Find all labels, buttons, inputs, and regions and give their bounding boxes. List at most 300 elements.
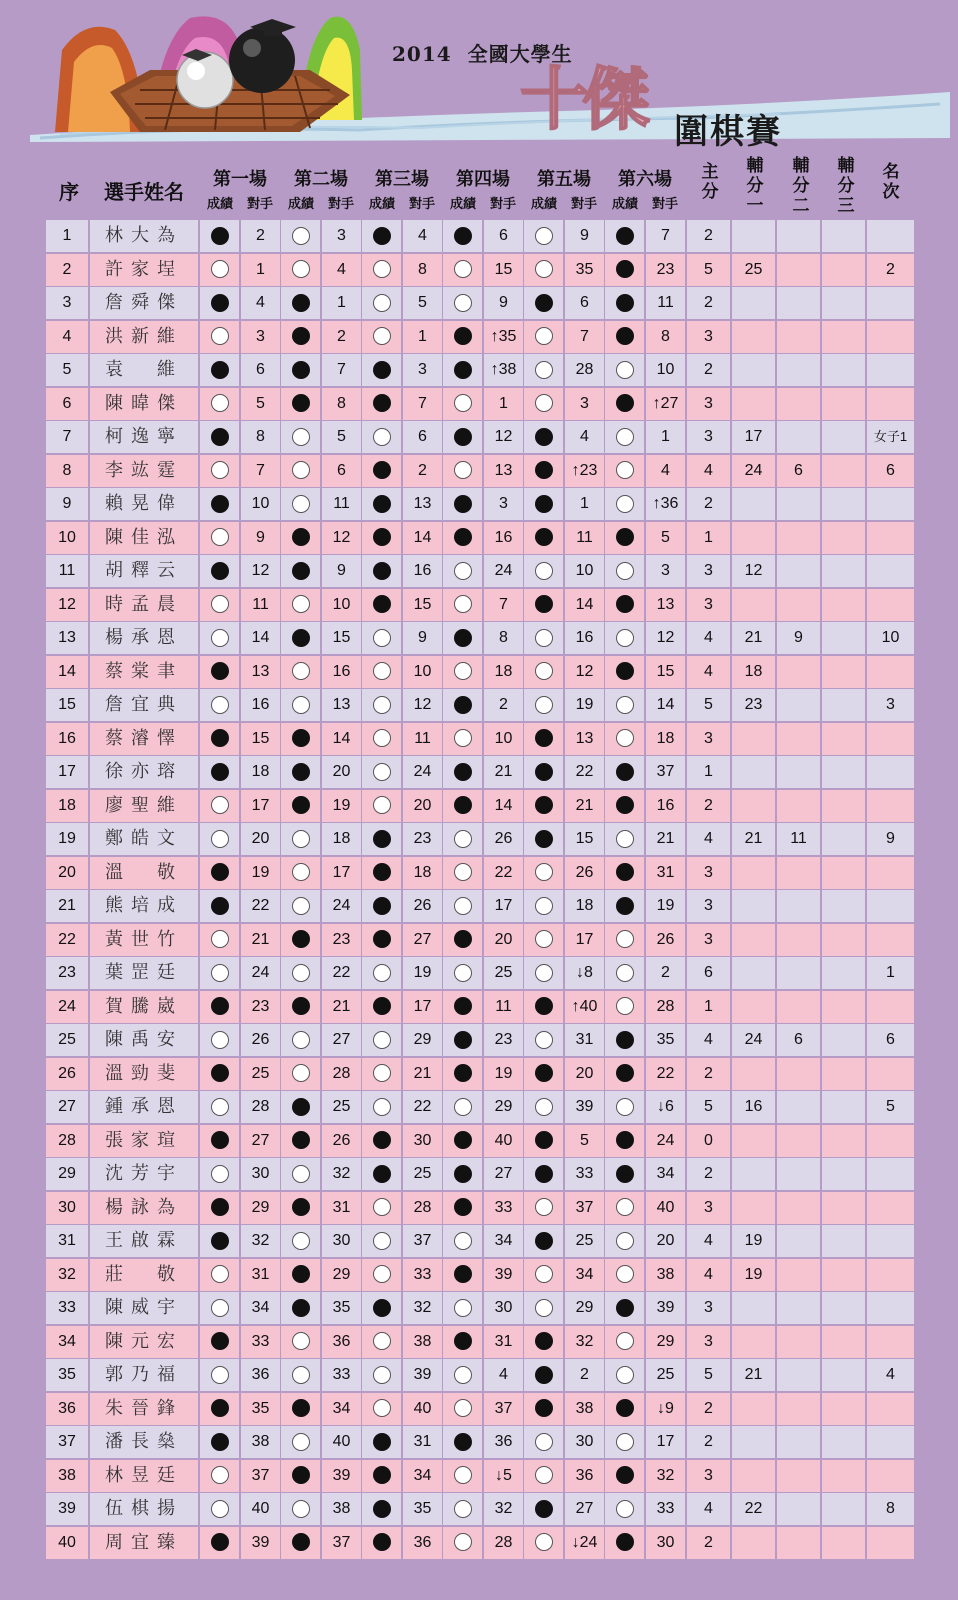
rank-cell: 8: [867, 1493, 914, 1525]
opponent-cell: 1: [322, 287, 361, 319]
opponent-cell: 16: [646, 790, 685, 822]
aux1-cell: 22: [732, 1493, 775, 1525]
opponent-cell: 40: [322, 1426, 361, 1458]
aux2-cell: 11: [777, 823, 820, 855]
black-stone-icon: [535, 528, 553, 546]
main-score-cell: 4: [687, 1259, 730, 1291]
aux3-cell: [822, 555, 865, 587]
opponent-cell: 11: [241, 589, 280, 621]
aux2-cell: [777, 254, 820, 286]
aux3-cell: [822, 220, 865, 252]
header-main: 主分: [701, 162, 719, 202]
opponent-cell: 38: [403, 1326, 442, 1358]
result-cell: [362, 1091, 401, 1123]
result-cell: [524, 220, 563, 252]
result-cell: [605, 1125, 644, 1157]
black-stone-icon: [211, 562, 229, 580]
aux3-cell: [822, 723, 865, 755]
opponent-cell: 12: [322, 522, 361, 554]
aux3-cell: [822, 689, 865, 721]
result-cell: [524, 656, 563, 688]
result-cell: [443, 522, 482, 554]
opponent-cell: 35: [646, 1024, 685, 1056]
black-stone-icon: [535, 495, 553, 513]
aux3-cell: [822, 1058, 865, 1090]
opponent-cell: 13: [322, 689, 361, 721]
table-row: [46, 1393, 914, 1425]
opponent-cell: 40: [484, 1125, 523, 1157]
opponent-cell: 5: [403, 287, 442, 319]
header-opponent: 對手: [570, 197, 597, 212]
opponent-cell: 31: [484, 1326, 523, 1358]
white-stone-icon: [292, 595, 310, 613]
black-stone-icon: [454, 227, 472, 245]
player-name: 潘長燊: [90, 1426, 198, 1458]
opponent-cell: 34: [403, 1460, 442, 1492]
player-name: 陳暐傑: [90, 388, 198, 420]
result-cell: [605, 723, 644, 755]
black-stone-icon: [211, 863, 229, 881]
white-stone-icon: [292, 897, 310, 915]
player-name: 李竑霆: [90, 455, 198, 487]
aux2-cell: [777, 656, 820, 688]
player-name: 葉罡廷: [90, 957, 198, 989]
black-stone-icon: [616, 528, 634, 546]
aux1-cell: [732, 1460, 775, 1492]
opponent-cell: 7: [565, 321, 604, 353]
result-cell: [281, 991, 320, 1023]
opponent-cell: 28: [322, 1058, 361, 1090]
result-cell: [281, 823, 320, 855]
white-stone-icon: [373, 1332, 391, 1350]
opponent-cell: 33: [484, 1192, 523, 1224]
result-cell: [443, 1493, 482, 1525]
black-stone-icon: [292, 1098, 310, 1116]
aux1-cell: [732, 220, 775, 252]
white-stone-icon: [535, 1031, 553, 1049]
aux3-cell: [822, 756, 865, 788]
rank-cell: [867, 790, 914, 822]
black-stone-icon: [535, 1232, 553, 1250]
black-stone-icon: [292, 528, 310, 546]
black-stone-icon: [454, 629, 472, 647]
result-cell: [443, 622, 482, 654]
main-score-cell: 4: [687, 1493, 730, 1525]
result-cell: [605, 1292, 644, 1324]
aux2-cell: [777, 354, 820, 386]
black-stone-icon: [211, 1198, 229, 1216]
main-score-cell: 2: [687, 1426, 730, 1458]
white-stone-icon: [292, 830, 310, 848]
opponent-cell: 6: [403, 421, 442, 453]
result-cell: [281, 555, 320, 587]
aux2-cell: [777, 1326, 820, 1358]
opponent-cell: 30: [565, 1426, 604, 1458]
black-stone-icon: [373, 361, 391, 379]
opponent-cell: 39: [565, 1091, 604, 1123]
opponent-cell: 32: [241, 1225, 280, 1257]
main-score-cell: 2: [687, 1058, 730, 1090]
result-cell: [362, 1359, 401, 1391]
opponent-cell: 40: [241, 1493, 280, 1525]
black-stone-icon: [211, 1232, 229, 1250]
result-cell: [281, 488, 320, 520]
table-row: [46, 1259, 914, 1291]
opponent-cell: 10: [646, 354, 685, 386]
white-stone-icon: [211, 1299, 229, 1317]
opponent-cell: 30: [403, 1125, 442, 1157]
opponent-cell: 34: [322, 1393, 361, 1425]
result-cell: [281, 1192, 320, 1224]
table-row: [46, 823, 914, 855]
header-round-5: 第五場: [537, 169, 591, 190]
black-stone-icon: [373, 1466, 391, 1484]
aux3-cell: [822, 1192, 865, 1224]
opponent-cell: 19: [403, 957, 442, 989]
result-cell: [200, 1493, 239, 1525]
rank-cell: [867, 388, 914, 420]
black-stone-icon: [535, 997, 553, 1015]
player-name: 陳威宇: [90, 1292, 198, 1324]
black-stone-icon: [373, 1500, 391, 1518]
result-cell: [200, 1426, 239, 1458]
opponent-cell: 31: [565, 1024, 604, 1056]
opponent-cell: 9: [403, 622, 442, 654]
aux3-cell: [822, 321, 865, 353]
opponent-cell: 19: [322, 790, 361, 822]
seq-cell: 33: [46, 1292, 88, 1324]
player-name: 莊 敬: [90, 1259, 198, 1291]
white-stone-icon: [454, 1533, 472, 1551]
black-stone-icon: [211, 294, 229, 312]
opponent-cell: 39: [646, 1292, 685, 1324]
result-cell: [362, 723, 401, 755]
opponent-cell: 37: [484, 1393, 523, 1425]
opponent-cell: 29: [646, 1326, 685, 1358]
black-stone-icon: [292, 1466, 310, 1484]
result-cell: [443, 287, 482, 319]
opponent-cell: 36: [484, 1426, 523, 1458]
black-stone-icon: [535, 1332, 553, 1350]
go-board-illustration: [0, 0, 958, 150]
aux1-cell: 12: [732, 555, 775, 587]
white-stone-icon: [373, 1098, 391, 1116]
result-cell: [362, 220, 401, 252]
main-score-cell: 3: [687, 321, 730, 353]
result-cell: [524, 1326, 563, 1358]
black-stone-icon: [292, 729, 310, 747]
main-score-cell: 2: [687, 220, 730, 252]
white-stone-icon: [535, 897, 553, 915]
opponent-cell: 32: [565, 1326, 604, 1358]
opponent-cell: 22: [403, 1091, 442, 1123]
seq-cell: 2: [46, 254, 88, 286]
result-cell: [524, 555, 563, 587]
player-name: 胡釋云: [90, 555, 198, 587]
table-row: [46, 354, 914, 386]
rank-cell: [867, 1292, 914, 1324]
black-stone-icon: [616, 294, 634, 312]
opponent-cell: 10: [484, 723, 523, 755]
result-cell: [443, 321, 482, 353]
main-score-cell: 3: [687, 1326, 730, 1358]
result-cell: [443, 1259, 482, 1291]
result-cell: [443, 421, 482, 453]
rank-cell: [867, 890, 914, 922]
opponent-cell: 1: [241, 254, 280, 286]
opponent-cell: 17: [241, 790, 280, 822]
opponent-cell: 23: [646, 254, 685, 286]
result-cell: [524, 1493, 563, 1525]
black-stone-icon: [454, 1064, 472, 1082]
white-stone-icon: [373, 629, 391, 647]
opponent-cell: 16: [565, 622, 604, 654]
result-cell: [281, 287, 320, 319]
result-cell: [200, 1225, 239, 1257]
result-cell: [524, 522, 563, 554]
aux3-cell: [822, 1158, 865, 1190]
result-cell: [443, 1460, 482, 1492]
main-score-cell: 2: [687, 1393, 730, 1425]
aux1-cell: [732, 991, 775, 1023]
aux1-cell: [732, 321, 775, 353]
seq-cell: 26: [46, 1058, 88, 1090]
result-cell: [443, 723, 482, 755]
result-cell: [362, 488, 401, 520]
aux2-cell: [777, 790, 820, 822]
table-row: [46, 321, 914, 353]
result-cell: [281, 1225, 320, 1257]
result-cell: [281, 890, 320, 922]
opponent-cell: 31: [322, 1192, 361, 1224]
aux3-cell: [822, 957, 865, 989]
opponent-cell: 40: [646, 1192, 685, 1224]
aux2-cell: [777, 1158, 820, 1190]
black-stone-icon: [292, 327, 310, 345]
opponent-cell: 7: [646, 220, 685, 252]
aux1-cell: [732, 1527, 775, 1559]
aux1-cell: 21: [732, 823, 775, 855]
result-cell: [605, 790, 644, 822]
opponent-cell: 4: [484, 1359, 523, 1391]
aux1-cell: [732, 354, 775, 386]
opponent-cell: 23: [484, 1024, 523, 1056]
aux3-cell: [822, 388, 865, 420]
main-score-cell: 5: [687, 1359, 730, 1391]
header-aux3: 輔分三: [837, 156, 855, 216]
opponent-cell: 38: [646, 1259, 685, 1291]
white-stone-icon: [373, 1366, 391, 1384]
result-cell: [443, 1125, 482, 1157]
seq-cell: 13: [46, 622, 88, 654]
result-cell: [281, 354, 320, 386]
white-stone-icon: [454, 863, 472, 881]
result-cell: [443, 1091, 482, 1123]
result-cell: [200, 1460, 239, 1492]
white-stone-icon: [211, 595, 229, 613]
opponent-cell: 1: [403, 321, 442, 353]
black-stone-icon: [535, 729, 553, 747]
aux1-cell: [732, 1192, 775, 1224]
player-name: 廖聖維: [90, 790, 198, 822]
result-cell: [281, 455, 320, 487]
rank-cell: [867, 1426, 914, 1458]
opponent-cell: 9: [565, 220, 604, 252]
result-cell: [200, 723, 239, 755]
main-score-cell: 2: [687, 354, 730, 386]
header-aux1: 輔分一: [746, 156, 764, 216]
player-name: 陳佳泓: [90, 522, 198, 554]
result-cell: [524, 421, 563, 453]
aux3-cell: [822, 890, 865, 922]
white-stone-icon: [535, 361, 553, 379]
header-result: 成績: [611, 197, 638, 212]
header-round-2: 第二場: [294, 169, 348, 190]
table-row: [46, 1426, 914, 1458]
black-stone-icon: [616, 1131, 634, 1149]
opponent-cell: 25: [322, 1091, 361, 1123]
result-cell: [362, 790, 401, 822]
white-stone-icon: [454, 562, 472, 580]
white-stone-icon: [292, 696, 310, 714]
opponent-cell: 11: [322, 488, 361, 520]
aux3-cell: [822, 455, 865, 487]
opponent-cell: 10: [565, 555, 604, 587]
result-cell: [524, 1460, 563, 1492]
opponent-cell: 14: [241, 622, 280, 654]
white-stone-icon: [535, 1299, 553, 1317]
result-cell: [605, 388, 644, 420]
header-result: 成績: [368, 197, 395, 212]
aux3-cell: [822, 1426, 865, 1458]
opponent-cell: 32: [322, 1158, 361, 1190]
result-cell: [605, 756, 644, 788]
white-stone-icon: [616, 1098, 634, 1116]
result-cell: [281, 756, 320, 788]
white-stone-icon: [454, 729, 472, 747]
white-stone-icon: [292, 1366, 310, 1384]
header-result: 成績: [530, 197, 557, 212]
opponent-cell: 25: [646, 1359, 685, 1391]
result-cell: [443, 1158, 482, 1190]
aux2-cell: [777, 1225, 820, 1257]
black-stone-icon: [292, 796, 310, 814]
opponent-cell: 10: [403, 656, 442, 688]
black-stone-icon: [373, 1299, 391, 1317]
opponent-cell: 26: [565, 857, 604, 889]
opponent-cell: 7: [322, 354, 361, 386]
opponent-cell: 31: [403, 1426, 442, 1458]
player-name: 鄭皓文: [90, 823, 198, 855]
opponent-cell: 6: [241, 354, 280, 386]
result-cell: [524, 1158, 563, 1190]
white-stone-icon: [373, 1031, 391, 1049]
header-round-6: 第六場: [618, 169, 672, 190]
white-stone-icon: [454, 1500, 472, 1518]
opponent-cell: 19: [484, 1058, 523, 1090]
black-stone-icon: [211, 227, 229, 245]
result-cell: [443, 823, 482, 855]
title-year: 2014: [392, 42, 452, 66]
white-stone-icon: [373, 327, 391, 345]
seq-cell: 22: [46, 924, 88, 956]
opponent-cell: 37: [646, 756, 685, 788]
result-cell: [443, 957, 482, 989]
seq-cell: 6: [46, 388, 88, 420]
result-cell: [362, 1326, 401, 1358]
white-stone-icon: [211, 1466, 229, 1484]
table-row: [46, 689, 914, 721]
black-stone-icon: [292, 763, 310, 781]
table-row: [46, 890, 914, 922]
black-stone-icon: [616, 1031, 634, 1049]
result-cell: [524, 488, 563, 520]
opponent-cell: 6: [565, 287, 604, 319]
result-cell: [200, 756, 239, 788]
black-stone-icon: [454, 1165, 472, 1183]
opponent-cell: 12: [403, 689, 442, 721]
black-stone-icon: [373, 495, 391, 513]
opponent-cell: 29: [565, 1292, 604, 1324]
result-cell: [524, 354, 563, 386]
main-score-cell: 4: [687, 455, 730, 487]
result-cell: [281, 1091, 320, 1123]
opponent-cell: 4: [646, 455, 685, 487]
table-row: [46, 1125, 914, 1157]
result-cell: [362, 522, 401, 554]
white-stone-icon: [535, 662, 553, 680]
rank-cell: 2: [867, 254, 914, 286]
black-stone-icon: [454, 997, 472, 1015]
opponent-cell: 14: [484, 790, 523, 822]
black-stone-icon: [454, 1433, 472, 1451]
result-cell: [200, 1326, 239, 1358]
aux2-cell: 6: [777, 455, 820, 487]
black-stone-icon: [616, 394, 634, 412]
result-cell: [362, 689, 401, 721]
black-stone-icon: [616, 260, 634, 278]
aux2-cell: [777, 1058, 820, 1090]
aux1-cell: [732, 589, 775, 621]
white-stone-icon: [616, 495, 634, 513]
aux1-cell: 24: [732, 455, 775, 487]
opponent-cell: 14: [403, 522, 442, 554]
black-stone-icon: [616, 1533, 634, 1551]
opponent-cell: 27: [322, 1024, 361, 1056]
table-row: [46, 656, 914, 688]
opponent-cell: 2: [646, 957, 685, 989]
table-row: [46, 1192, 914, 1224]
player-name: 朱晉鋒: [90, 1393, 198, 1425]
aux2-cell: [777, 1460, 820, 1492]
player-name: 賀騰崴: [90, 991, 198, 1023]
rank-cell: [867, 857, 914, 889]
aux2-cell: [777, 522, 820, 554]
player-name: 沈芳宇: [90, 1158, 198, 1190]
white-stone-icon: [373, 1064, 391, 1082]
white-stone-icon: [373, 796, 391, 814]
white-stone-icon: [373, 729, 391, 747]
aux3-cell: [822, 823, 865, 855]
result-cell: [524, 689, 563, 721]
aux3-cell: [822, 790, 865, 822]
white-stone-icon: [292, 495, 310, 513]
aux3-cell: [822, 254, 865, 286]
black-stone-icon: [373, 1533, 391, 1551]
black-stone-icon: [292, 997, 310, 1015]
opponent-cell: ↑35: [484, 321, 523, 353]
aux1-cell: [732, 388, 775, 420]
